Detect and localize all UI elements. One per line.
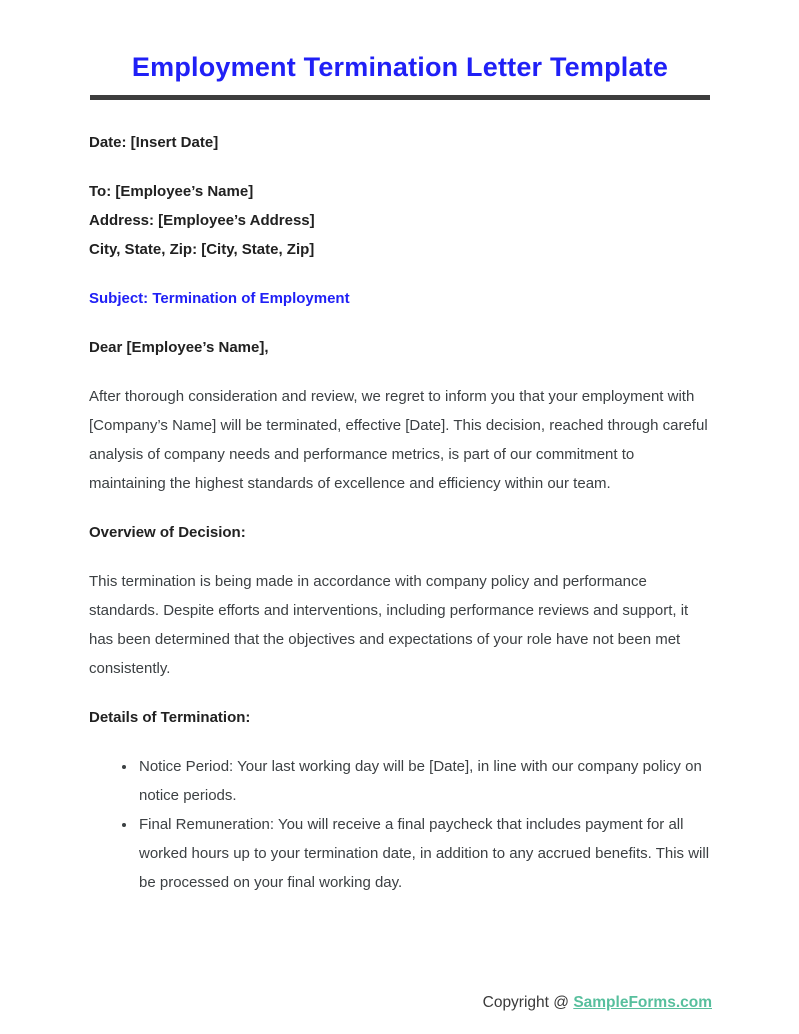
overview-paragraph: This termination is being made in accordance with company policy and performance standards. Despite efforts and interventions, including performance reviews and support, it has been determined that the objectives and expectations of your role have not been met consistently. xyxy=(89,573,689,677)
details-heading: Details of Termination: xyxy=(89,709,251,726)
notice-period-item: • Notice Period: Your last working day will be [Date], in line with our company policy on notice periods. xyxy=(137,752,711,810)
sampleforms-link[interactable]: SampleForms.com xyxy=(573,994,712,1011)
recipient-city-state-zip-line: City, State, Zip: [City, State, Zip] xyxy=(89,241,315,258)
overview-heading: Overview of Decision: xyxy=(89,524,246,541)
intro-paragraph: After thorough consideration and review, we regret to inform you that your employment with [Company’s Name] will be terminated, effective [Date]. This decision, reached through careful analysis of company needs and performance metrics, is part of our commitment to maintaining the highest standards of excellence and efficiency within our team. xyxy=(89,388,708,492)
recipient-block xyxy=(89,177,711,264)
subject-line: Subject: Termination of Employment xyxy=(89,290,350,307)
salutation-line: Dear [Employee’s Name], xyxy=(89,339,269,356)
recipient-address-line: Address: [Employee’s Address] xyxy=(89,212,315,229)
date-line: Date: [Insert Date] xyxy=(89,134,219,151)
page-title: Employment Termination Letter Template xyxy=(131,52,669,82)
recipient-name-line: To: [Employee’s Name] xyxy=(89,183,254,200)
final-remuneration-item: • Final Remuneration: You will receive a final paycheck that includes payment for all worked hours up to your termination date, in addition to any accrued benefits. This will be processed on your final working day. xyxy=(137,810,711,897)
termination-details-list xyxy=(89,752,711,897)
footer-copyright xyxy=(483,994,712,1012)
title-underline-rule xyxy=(90,95,710,100)
copyright-text: Copyright @ xyxy=(482,994,574,1011)
